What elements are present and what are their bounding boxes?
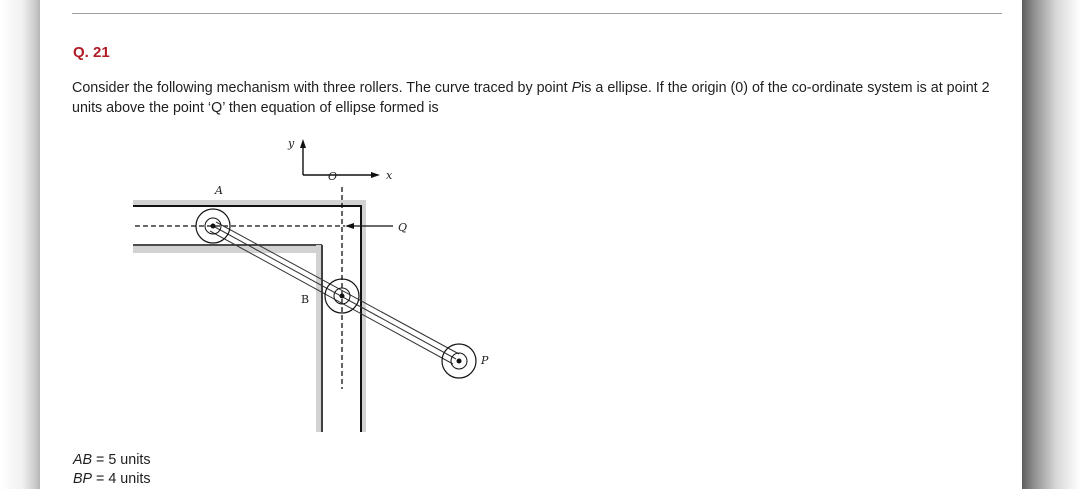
label-a: A [215, 184, 223, 197]
question-var-p: P [571, 80, 582, 96]
given-bp [73, 470, 151, 489]
label-b: B [301, 293, 310, 306]
given-ab-value: = 5 units [92, 452, 151, 468]
label-x: x [386, 169, 393, 182]
mechanism-diagram [88, 132, 489, 437]
label-p: P [481, 354, 489, 367]
label-y: y [288, 137, 295, 150]
question-text-part-2: is a ellipse. If the origin (0) of the co-ordinate system is at point 2 units above the point ‘Q’ then equation of ellipse formed is [72, 80, 990, 116]
question-card [40, 0, 1022, 489]
question-text-part-1: Consider the following mechanism with three rollers. The curve traced by point [72, 80, 572, 96]
given-values [73, 451, 151, 489]
given-ab-var: AB [73, 452, 93, 468]
given-bp-value: = 4 units [92, 471, 151, 487]
given-bp-var: BP [73, 471, 93, 487]
given-ab [73, 451, 151, 470]
top-divider [72, 13, 1002, 14]
left-page-shadow [0, 0, 40, 489]
right-page-shadow [1022, 0, 1080, 489]
question-number: Q. 21 [73, 44, 110, 61]
label-origin: O [328, 170, 338, 183]
question-text [72, 78, 1007, 118]
q-pointer-arrow [345, 223, 393, 229]
vertical-guide [316, 200, 366, 432]
label-q: Q [398, 221, 408, 234]
coordinate-axes [300, 139, 380, 178]
